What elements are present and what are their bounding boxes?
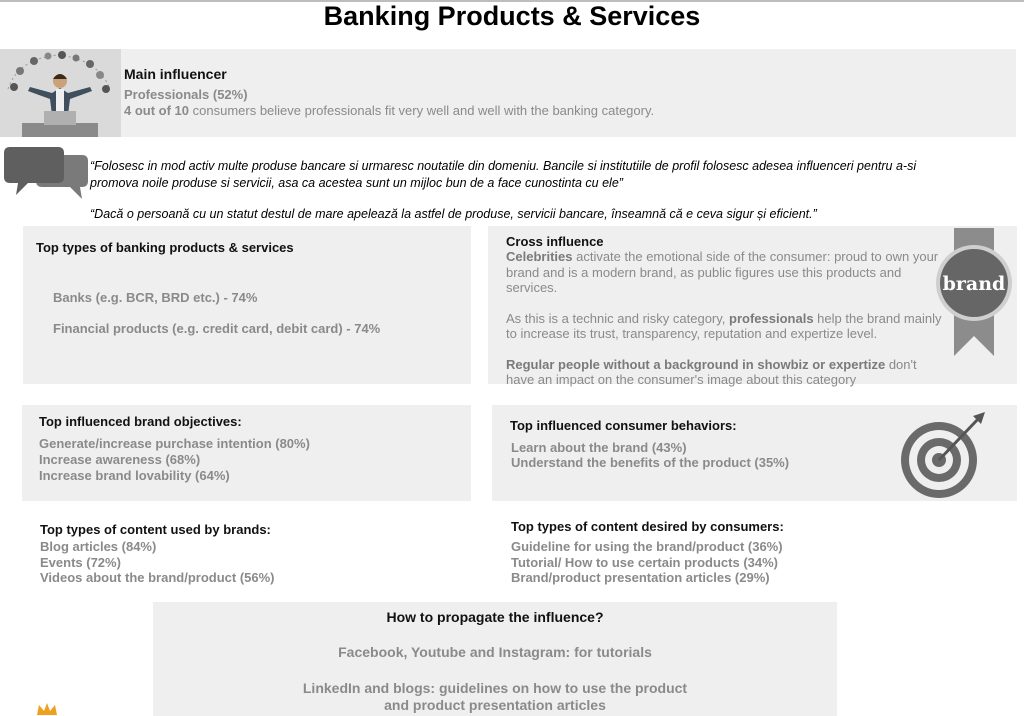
propagate-heading: How to propagate the influence? — [386, 609, 604, 625]
brand-ribbon-badge-icon — [934, 228, 1014, 356]
list-item: Guideline for using the brand/product (36%) — [511, 539, 783, 554]
regular-people-label: Regular people without a background in showbiz or expertize — [506, 356, 886, 372]
p2-line-2: to increase its trust, transparency, reputation and expertize level. — [506, 326, 878, 341]
speech-bubbles-icon — [4, 147, 88, 203]
brand-objectives-panel — [22, 405, 471, 501]
list-item: Brand/product presentation articles (29%) — [511, 570, 770, 585]
objectives-heading: Top influenced brand objectives: — [39, 414, 242, 429]
list-item: Financial products (e.g. credit card, debit card) - 74% — [53, 321, 381, 336]
top-types-panel — [23, 226, 471, 384]
main-influencer-statement — [124, 103, 654, 118]
list-item: Understand the benefits of the product (35%) — [511, 455, 790, 470]
p1-line-2: brand and is a modern brand, as public figures use this products and — [506, 264, 902, 280]
businessman-juggling-icons-icon — [0, 49, 121, 137]
list-item: Videos about the brand/product (56%) — [40, 570, 275, 585]
main-influencer-value: Professionals (52%) — [124, 87, 248, 102]
content-desired-heading: Top types of content desired by consumers: — [511, 519, 784, 534]
celebrities-label: Celebrities — [506, 249, 573, 264]
p1-line-3: services. — [506, 280, 558, 295]
statement-rest: consumers believe professionals fit very well and well with the banking category. — [189, 103, 655, 118]
propagate-line-3: and product presentation articles — [384, 697, 606, 713]
main-influencer-heading: Main influencer — [124, 66, 227, 82]
list-item: Increase awareness (68%) — [39, 452, 201, 467]
list-item: Generate/increase purchase intention (80%) — [39, 436, 310, 451]
main-influencer-panel — [0, 49, 1016, 137]
quote-1-line-2: promova noile produse si servicii, asa ca acestea sunt un mijloc bun de a face cunostinta cu ele” — [90, 176, 623, 190]
influencer-illustration — [0, 49, 121, 137]
list-item: Learn about the brand (43%) — [511, 440, 687, 455]
list-item: Blog articles (84%) — [40, 539, 157, 554]
p2-line-1b: help the brand mainly — [813, 310, 942, 326]
propagate-line-1: Facebook, Youtube and Instagram: for tutorials — [338, 644, 652, 660]
page-title: Banking Products & Services — [323, 1, 701, 31]
p2-line-1a: As this is a technic and risky category, — [506, 310, 730, 326]
propagate-panel — [153, 602, 837, 716]
behaviors-heading: Top influenced consumer behaviors: — [510, 418, 737, 433]
propagate-line-2: LinkedIn and blogs: guidelines on how to use the product — [302, 680, 688, 696]
cross-influence-heading: Cross influence — [506, 234, 604, 249]
p3-line-2: have an impact on the consumer's image about this category — [506, 372, 857, 387]
list-item: Events (72%) — [40, 555, 121, 570]
consumer-behaviors-panel — [492, 405, 1017, 501]
top-types-heading: Top types of banking products & services — [36, 240, 294, 255]
target-icon — [895, 412, 987, 500]
list-item: Increase brand lovability (64%) — [39, 468, 230, 483]
list-item: Tutorial/ How to use certain products (34%) — [511, 555, 779, 570]
p3-rest: don't — [885, 356, 917, 372]
cross-influence-text — [506, 249, 946, 388]
quote-2: “Dacă o persoană cu un statut destul de mare apelează la astfel de produse, servicii bancare, înseamnă că e ceva sigur și eficient.” — [90, 207, 817, 221]
statement-bold: 4 out of 10 — [124, 103, 190, 118]
cross-influence-panel — [488, 226, 1017, 387]
content-brands-heading: Top types of content used by brands: — [40, 522, 271, 537]
p1-line-1: activate the emotional side of the consumer: proud to own your — [572, 249, 939, 264]
badge-label: brand — [942, 273, 1006, 295]
list-item: Banks (e.g. BCR, BRD etc.) - 74% — [53, 290, 258, 305]
crown-logo-icon — [36, 703, 58, 716]
professionals-label: professionals — [729, 310, 814, 326]
quote-1-line-1: “Folosesc in mod activ multe produse bancare si urmaresc noutatile din domeniu. Bancile si institutiile de profil folosesc adesea influenceri pentru a-si — [90, 159, 917, 173]
